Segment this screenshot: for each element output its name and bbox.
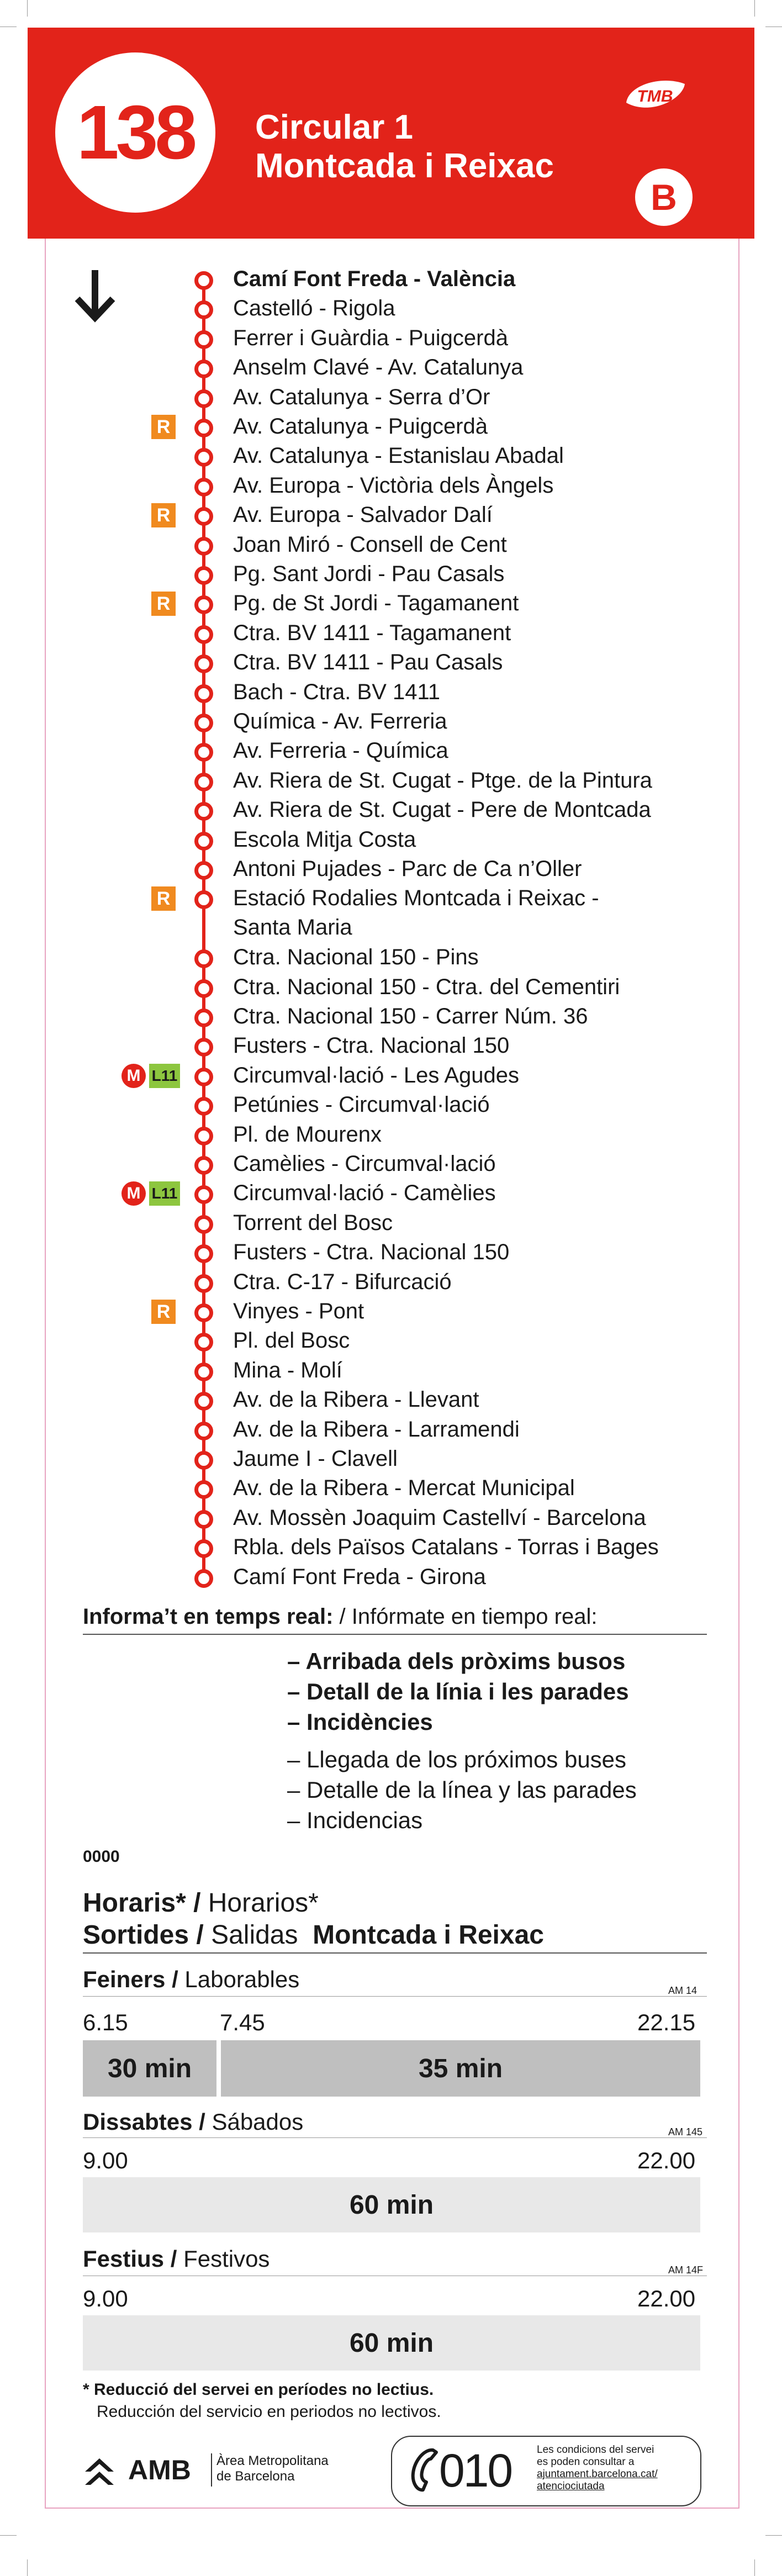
stop-name: Vinyes - Pont bbox=[233, 1299, 364, 1323]
stop-dot bbox=[194, 714, 213, 732]
phone-number[interactable]: 010 bbox=[439, 2445, 512, 2496]
stop-row bbox=[0, 1149, 718, 1178]
stop-name: Circumval·lació - Les Agudes bbox=[233, 1063, 519, 1088]
stop-row bbox=[0, 559, 718, 588]
stop-dot bbox=[194, 1244, 213, 1263]
stop-name: Ctra. BV 1411 - Tagamanent bbox=[233, 620, 511, 645]
stop-dot bbox=[194, 1451, 213, 1470]
amb-subtitle: Àrea Metropolitana de Barcelona bbox=[216, 2453, 329, 2484]
stop-name: Ctra. Nacional 150 - Ctra. del Cementiri bbox=[233, 974, 620, 999]
stop-name: Ctra. BV 1411 - Pau Casals bbox=[233, 650, 503, 675]
amb-logo-text: AMB bbox=[128, 2454, 191, 2485]
stop-dot bbox=[194, 832, 213, 851]
holidays-frequency: 60 min bbox=[83, 2315, 700, 2371]
stop-name: Av. Ferreria - Química bbox=[233, 738, 448, 763]
stop-dot bbox=[194, 1333, 213, 1352]
stop-row bbox=[0, 647, 718, 677]
stop-name: Ferrer i Guàrdia - Puigcerdà bbox=[233, 325, 508, 350]
stop-dot bbox=[194, 743, 213, 762]
stop-dot bbox=[194, 330, 213, 349]
stop-name: Av. Catalunya - Puigcerdà bbox=[233, 414, 488, 439]
stop-row bbox=[0, 1503, 718, 1532]
stop-row bbox=[0, 1414, 718, 1444]
stop-row bbox=[0, 1355, 718, 1385]
stop-row bbox=[0, 1473, 718, 1502]
saturdays-start-time: 9.00 bbox=[83, 2147, 128, 2173]
stop-row bbox=[0, 441, 718, 470]
rodalies-badge: R bbox=[151, 415, 176, 439]
holidays-label: Festius / Festivos bbox=[83, 2246, 270, 2272]
saturdays-end-time: 22.00 bbox=[637, 2147, 696, 2173]
stop-dot bbox=[194, 1392, 213, 1411]
stop-row bbox=[0, 352, 718, 382]
stop-row bbox=[0, 471, 718, 500]
saturdays-frequency: 60 min bbox=[83, 2177, 700, 2232]
departures-title: Sortides / Salidas Montcada i Reixac bbox=[83, 1920, 544, 1950]
stop-row bbox=[0, 706, 718, 736]
realtime-heading: Informa’t en temps real: / Infórmate en tiempo real: bbox=[83, 1604, 598, 1629]
stop-name: Ctra. Nacional 150 - Pins bbox=[233, 945, 479, 970]
stop-name: Av. Riera de St. Cugat - Ptge. de la Pintura bbox=[233, 768, 652, 793]
stop-row bbox=[0, 1060, 718, 1090]
holidays-start-time: 9.00 bbox=[83, 2285, 128, 2311]
line-number-badge bbox=[55, 52, 215, 213]
stop-name: Rbla. dels Països Catalans - Torras i Bages bbox=[233, 1535, 659, 1560]
stop-row bbox=[0, 264, 718, 293]
holidays-end-time: 22.00 bbox=[637, 2285, 696, 2311]
crop-mark bbox=[0, 2535, 17, 2536]
divider bbox=[83, 1952, 707, 1954]
stop-dot bbox=[194, 802, 213, 821]
stop-row bbox=[0, 1001, 718, 1031]
stop-dot bbox=[194, 654, 213, 673]
stop-dot bbox=[194, 1215, 213, 1234]
divider bbox=[83, 1996, 707, 1997]
stop-name: Circumval·lació - Camèlies bbox=[233, 1181, 496, 1206]
crop-mark bbox=[765, 2535, 782, 2536]
crop-mark bbox=[27, 0, 28, 17]
stop-name: Estació Rodalies Montcada i Reixac - bbox=[233, 886, 599, 911]
stop-row bbox=[0, 293, 718, 323]
stop-row bbox=[0, 1532, 718, 1561]
metro-line-badge: L11 bbox=[149, 1181, 180, 1206]
stop-dot bbox=[194, 1480, 213, 1499]
crop-mark bbox=[754, 0, 755, 17]
stop-row bbox=[0, 854, 718, 883]
stop-name: Pg. de St Jordi - Tagamanent bbox=[233, 591, 519, 616]
stop-dot bbox=[194, 271, 213, 290]
stop-dot bbox=[194, 773, 213, 791]
crop-mark bbox=[754, 2559, 755, 2576]
stop-name: Av. Mossèn Joaquim Castellví - Barcelona bbox=[233, 1505, 646, 1530]
divider bbox=[211, 2453, 212, 2487]
stop-name: Av. de la Ribera - Llevant bbox=[233, 1387, 479, 1412]
stop-name: Fusters - Ctra. Nacional 150 bbox=[233, 1240, 510, 1265]
stop-name: Química - Av. Ferreria bbox=[233, 709, 447, 733]
stop-row bbox=[0, 736, 718, 765]
stop-row bbox=[0, 972, 718, 1001]
stop-dot bbox=[194, 1009, 213, 1027]
weekdays-frequency-1: 30 min bbox=[83, 2040, 216, 2097]
stop-dot bbox=[194, 1274, 213, 1293]
metro-line-badge: L11 bbox=[149, 1064, 180, 1088]
stop-row bbox=[0, 942, 718, 972]
route-title-line1: Circular 1 bbox=[255, 108, 414, 146]
stop-dot bbox=[194, 1539, 213, 1558]
tmb-logo-text: TMB bbox=[637, 87, 673, 105]
stop-row bbox=[0, 1178, 718, 1207]
stop-name: Mina - Molí bbox=[233, 1358, 342, 1382]
stop-name: Ctra. Nacional 150 - Carrer Núm. 36 bbox=[233, 1004, 588, 1028]
stop-dot bbox=[194, 861, 213, 880]
stop-dot bbox=[194, 1068, 213, 1086]
weekdays-start-time: 6.15 bbox=[83, 2009, 128, 2035]
stop-row bbox=[0, 1296, 718, 1326]
rodalies-badge: R bbox=[151, 592, 176, 616]
stop-dot bbox=[194, 1038, 213, 1057]
stop-row bbox=[0, 500, 718, 529]
rodalies-badge: R bbox=[151, 886, 176, 911]
stop-name: Pg. Sant Jordi - Pau Casals bbox=[233, 562, 505, 586]
weekdays-frequency-2: 35 min bbox=[221, 2040, 700, 2097]
stop-dot bbox=[194, 1422, 213, 1440]
stop-dot bbox=[194, 566, 213, 585]
divider bbox=[83, 2137, 707, 2138]
stop-name: Av. de la Ribera - Mercat Municipal bbox=[233, 1476, 575, 1501]
rodalies-badge: R bbox=[151, 503, 176, 527]
stop-row bbox=[0, 411, 718, 441]
timetable-title: Horaris* / Horarios* bbox=[83, 1888, 319, 1918]
stop-row bbox=[0, 323, 718, 352]
info-link[interactable]: ajuntament.barcelona.cat/ bbox=[537, 2468, 658, 2480]
weekdays-label: Feiners / Laborables bbox=[83, 1966, 300, 1992]
saturdays-code: AM 145 bbox=[668, 2126, 703, 2137]
stop-dot bbox=[194, 537, 213, 556]
weekdays-code: AM 14 bbox=[668, 1985, 698, 1996]
stop-name: Joan Miró - Consell de Cent bbox=[233, 532, 507, 557]
stop-dot bbox=[194, 949, 213, 968]
stop-row bbox=[0, 1090, 718, 1119]
stop-dot bbox=[194, 478, 213, 497]
stop-dot bbox=[194, 625, 213, 644]
stop-row bbox=[0, 795, 718, 824]
list-item: – Incidències bbox=[287, 1709, 433, 1735]
stop-dot bbox=[194, 389, 213, 408]
service-note-ca: * Reducció del servei en períodes no lectius. bbox=[83, 2380, 434, 2399]
stop-dot bbox=[194, 890, 213, 909]
realtime-list-ca bbox=[287, 1646, 629, 1737]
stop-dot bbox=[194, 1363, 213, 1381]
stop-row bbox=[0, 1208, 718, 1237]
stop-name: Av. de la Ribera - Larramendi bbox=[233, 1417, 520, 1442]
info-link[interactable]: atenciociutada bbox=[537, 2480, 605, 2492]
stop-dot bbox=[194, 1510, 213, 1529]
stop-dot bbox=[194, 979, 213, 998]
stop-row bbox=[0, 1031, 718, 1060]
stop-dot bbox=[194, 360, 213, 378]
line-number: 138 bbox=[76, 89, 194, 175]
stop-name: Torrent del Bosc bbox=[233, 1210, 393, 1235]
stop-dot bbox=[194, 595, 213, 614]
stop-dot bbox=[194, 507, 213, 526]
crop-mark bbox=[27, 2559, 28, 2576]
stop-row bbox=[0, 1385, 718, 1414]
route-title-line2: Montcada i Reixac bbox=[255, 147, 554, 185]
stop-name: Pl. de Mourenx bbox=[233, 1122, 382, 1147]
stop-name: Av. Catalunya - Serra d’Or bbox=[233, 384, 490, 409]
stop-name: Ctra. C-17 - Bifurcació bbox=[233, 1269, 452, 1294]
stop-dot bbox=[194, 419, 213, 437]
stop-name: Antoni Pujades - Parc de Ca n’Oller bbox=[233, 857, 582, 881]
zone-badge: B bbox=[635, 168, 693, 226]
stop-name: Petúnies - Circumval·lació bbox=[233, 1092, 490, 1117]
stop-name: Av. Europa - Victòria dels Àngels bbox=[233, 473, 554, 498]
phone-info-text: Les condicions del servei es poden consultar a ajuntament.barcelona.cat/ atenciociutada bbox=[537, 2444, 658, 2492]
stop-row bbox=[0, 382, 718, 411]
stop-row bbox=[0, 883, 718, 940]
list-item: – Llegada de los próximos buses bbox=[287, 1746, 627, 1772]
stop-row bbox=[0, 530, 718, 559]
stop-dot bbox=[194, 1185, 213, 1204]
stop-row bbox=[0, 1237, 718, 1266]
stop-dot bbox=[194, 1127, 213, 1146]
stop-row bbox=[0, 1326, 718, 1355]
stop-code: 0000 bbox=[83, 1847, 120, 1866]
list-item: – Incidencias bbox=[287, 1807, 423, 1833]
list-item: – Detalle de la línea y las parades bbox=[287, 1777, 637, 1803]
stop-row bbox=[0, 825, 718, 854]
tmb-logo bbox=[623, 77, 687, 117]
weekdays-end-time: 22.15 bbox=[637, 2009, 696, 2035]
stop-name: Fusters - Ctra. Nacional 150 bbox=[233, 1033, 510, 1058]
stop-dot bbox=[194, 448, 213, 467]
stop-dot bbox=[194, 1303, 213, 1322]
stop-row bbox=[0, 1267, 718, 1296]
stop-dot bbox=[194, 1569, 213, 1588]
divider bbox=[83, 1634, 707, 1635]
stop-name: Camèlies - Circumval·lació bbox=[233, 1152, 496, 1176]
stop-name: Castelló - Rigola bbox=[233, 296, 395, 321]
phone-icon bbox=[408, 2447, 441, 2493]
stop-row bbox=[0, 1444, 718, 1473]
list-item: – Arribada dels pròxims busos bbox=[287, 1648, 626, 1674]
stop-dot bbox=[194, 1097, 213, 1116]
stop-name: Camí Font Freda - Girona bbox=[233, 1564, 486, 1589]
stop-row bbox=[0, 588, 718, 617]
stop-name: Escola Mitja Costa bbox=[233, 827, 416, 852]
weekdays-mid-time: 7.45 bbox=[220, 2009, 265, 2035]
stop-name: Av. Catalunya - Estanislau Abadal bbox=[233, 444, 564, 468]
stop-dot bbox=[194, 300, 213, 319]
stop-name: Av. Riera de St. Cugat - Pere de Montcada bbox=[233, 798, 651, 822]
holidays-code: AM 14F bbox=[668, 2264, 704, 2276]
stop-name: Anselm Clavé - Av. Catalunya bbox=[233, 355, 524, 380]
stop-name-continued: Santa Maria bbox=[233, 915, 352, 940]
saturdays-label: Dissabtes / Sábados bbox=[83, 2109, 304, 2135]
list-item: – Detall de la línia i les parades bbox=[287, 1678, 629, 1704]
stop-dot bbox=[194, 684, 213, 703]
stop-name: Camí Font Freda - València bbox=[233, 267, 516, 291]
metro-icon: M bbox=[121, 1064, 146, 1088]
stop-name: Jaume I - Clavell bbox=[233, 1447, 398, 1471]
stop-row bbox=[0, 766, 718, 795]
stop-row bbox=[0, 677, 718, 706]
stop-name: Bach - Ctra. BV 1411 bbox=[233, 679, 440, 704]
metro-icon: M bbox=[121, 1181, 146, 1206]
stop-row bbox=[0, 1120, 718, 1149]
stop-name: Pl. del Bosc bbox=[233, 1328, 350, 1353]
stop-row bbox=[0, 1562, 718, 1591]
stop-row bbox=[0, 618, 718, 647]
stop-name: Av. Europa - Salvador Dalí bbox=[233, 503, 493, 527]
service-note-es: Reducción del servicio en periodos no lectivos. bbox=[97, 2403, 441, 2421]
rodalies-badge: R bbox=[151, 1300, 176, 1324]
stop-dot bbox=[194, 1156, 213, 1175]
realtime-list-es bbox=[287, 1744, 637, 1835]
